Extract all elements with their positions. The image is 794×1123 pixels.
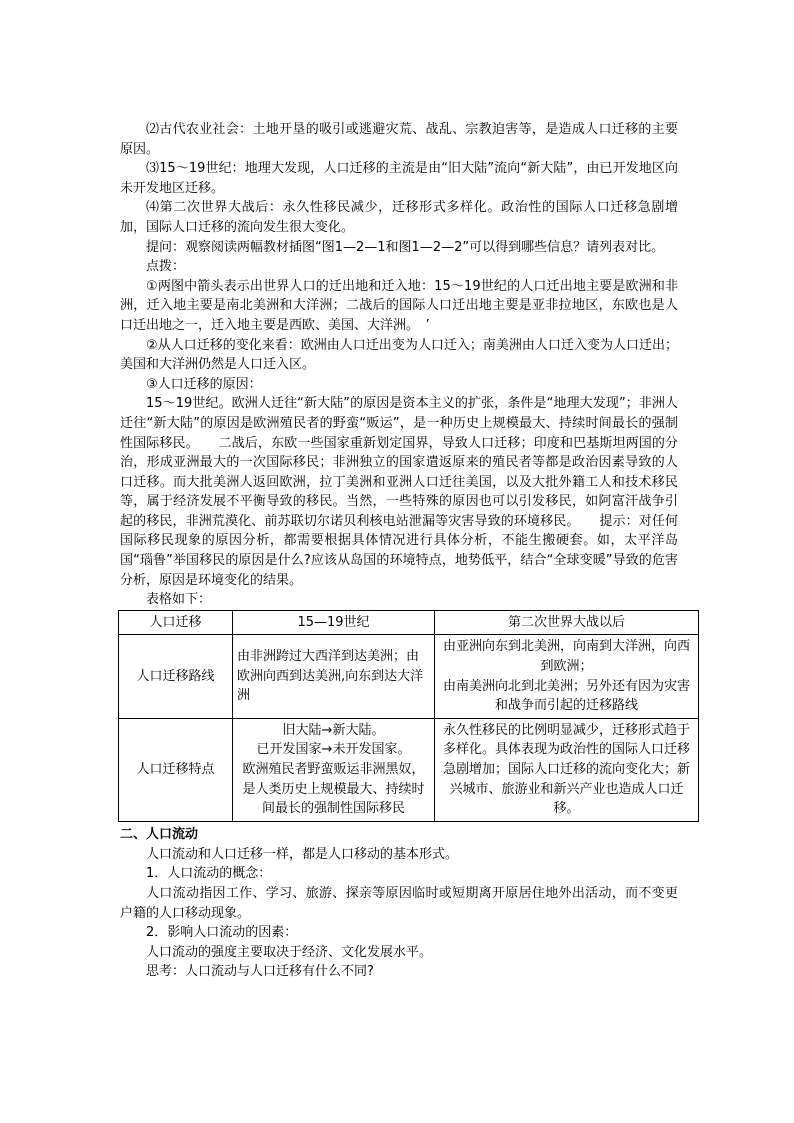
table-header: 第二次世界大战以后 [435,610,699,635]
paragraph: 人口流动和人口迁移一样，都是人口移动的基本形式。 [146,846,459,862]
document-page [120,120,690,982]
row-label-route: 人口迁移路线 [119,635,233,718]
section-heading: 二、人口流动 [120,826,199,842]
feature-postwar-cell: 永久性移民的比例明显减少，迁移形式趋于多样化。具体表现为政治性的国际人口迁移急剧增加；国际人口迁移的流向变化大；新兴城市、旅游业和新兴产业也造成人口迁移。 [435,718,699,821]
table-header: 人口迁移 [119,610,233,635]
feature-1519-line: 旧大陆→新大陆。 [282,722,385,738]
paragraph: ①两图中箭头表示出世界人口的迁出地和迁入地：15～19世纪的人口迁出地主要是欧洲和非洲，迁入地主要是南北美洲和大洋洲；二战后的国际人口迁出地主要是亚非拉地区，东欧也是人口迁出地之一，迁入地主要是西欧、美国、大洋洲。 ’ [120,278,678,333]
feature-1519-line: 欧洲殖民者野蛮贩运非洲黑奴，是人类历史上规模最大、持续时间最长的强制性国际移民 [242,762,425,817]
table-header: 15—19世纪 [233,610,435,635]
subheading: 1．人口流动的概念： [146,866,272,882]
paragraph: ③人口迁移的原因： [146,376,262,392]
paragraph: ⑶15～19世纪：地理大发现，人口迁移的主流是由“旧大陆”流向“新大陆”，由已开发地区向未开发地区迁移。 [120,161,678,196]
route-postwar-cell [435,635,699,718]
paragraph: ⑵古代农业社会：土地开垦的吸引或逃避灾荒、战乱、宗教迫害等，是造成人口迁移的主要原因。 [120,122,678,157]
paragraph: 人口流动指因工作、学习、旅游、探亲等原因临时或短期离开原居住地外出活动，而不变更户籍的人口移动现象。 [120,885,678,921]
table-row [119,635,699,718]
question-paragraph: 思考：人口流动与人口迁移有什么不同? [146,964,374,980]
table-row [119,718,699,821]
paragraph: 15～19世纪。欧洲人迁往“新大陆”的原因是资本主义的扩张，条件是“地理大发现”；非洲人迁往“新大陆”的原因是欧洲殖民者的野蛮“贩运”，是一种历史上规模最大、持续时间最长的强制性国际移民。 二战后，东欧一些国家重新划定国界，导致人口迁移；印度和巴基斯坦两国的分治，形成亚洲最大的一次国际移民；非洲独立的国家遣返原来的殖民者等都是政治因素导致的人口迁移。而大批美洲人返回欧洲，拉丁美洲和亚洲人口迁往美国，以及大批外籍工人和技术移民等，属于经济发展不平衡导致的移民。当然，一些特殊的原因也可以引发移民，如阿富汗战争引起的移民，非洲荒漠化、前苏联切尔诺贝利核电站泄漏等灾害导致的环境移民。 提示：对任何国际移民现象的原因分析，都需要根据具体情况进行具体分析，不能生搬硬套。如，太平洋岛国“瑙鲁”举国移民的原因是什么?应该从岛国的环境特点，地势低平，结合“全球变暖”导致的危害分析，原因是环境变化的结果。 [120,396,678,588]
subheading: 2．影响人口流动的因素： [146,925,298,941]
route-1519-cell: 由非洲跨过大西洋到达美洲；由欧洲向西到达美洲,向东到达大洋洲 [233,635,435,718]
migration-table [118,610,699,822]
table-intro: 表格如下： [146,592,212,608]
paragraph: 人口流动的强度主要取决于经济、文化发展水平。 [146,944,433,960]
feature-1519-cell [233,718,435,821]
paragraph: ②从人口迁移的变化来看：欧洲由人口迁出变为人口迁入；南美洲由人口迁入变为人口迁出；美国和大洋洲仍然是人口迁入区。 [120,337,678,373]
route-postwar-line: 由南美洲向北到北美洲；另外还有因为灾害和战争而引起的迁移路线 [442,678,690,714]
route-postwar-line: 由亚洲向东到北美洲，向南到大洋洲，向西到欧洲； [442,639,690,675]
table-header-row [119,610,699,635]
row-label-feature: 人口迁移特点 [119,718,233,821]
feature-1519-line: 已开发国家→未开发国家。 [256,742,411,758]
hint-label: 点拨： [146,259,186,275]
question-paragraph: 提问：观察阅读两幅教材插图“图1—2—1和图1—2—2”可以得到哪些信息？请列表对比。 [146,239,665,255]
paragraph: ⑷第二次世界大战后：永久性移民减少，迁移形式多样化。政治性的国际人口迁移急剧增加，国际人口迁移的流向发生很大变化。 [120,200,678,235]
